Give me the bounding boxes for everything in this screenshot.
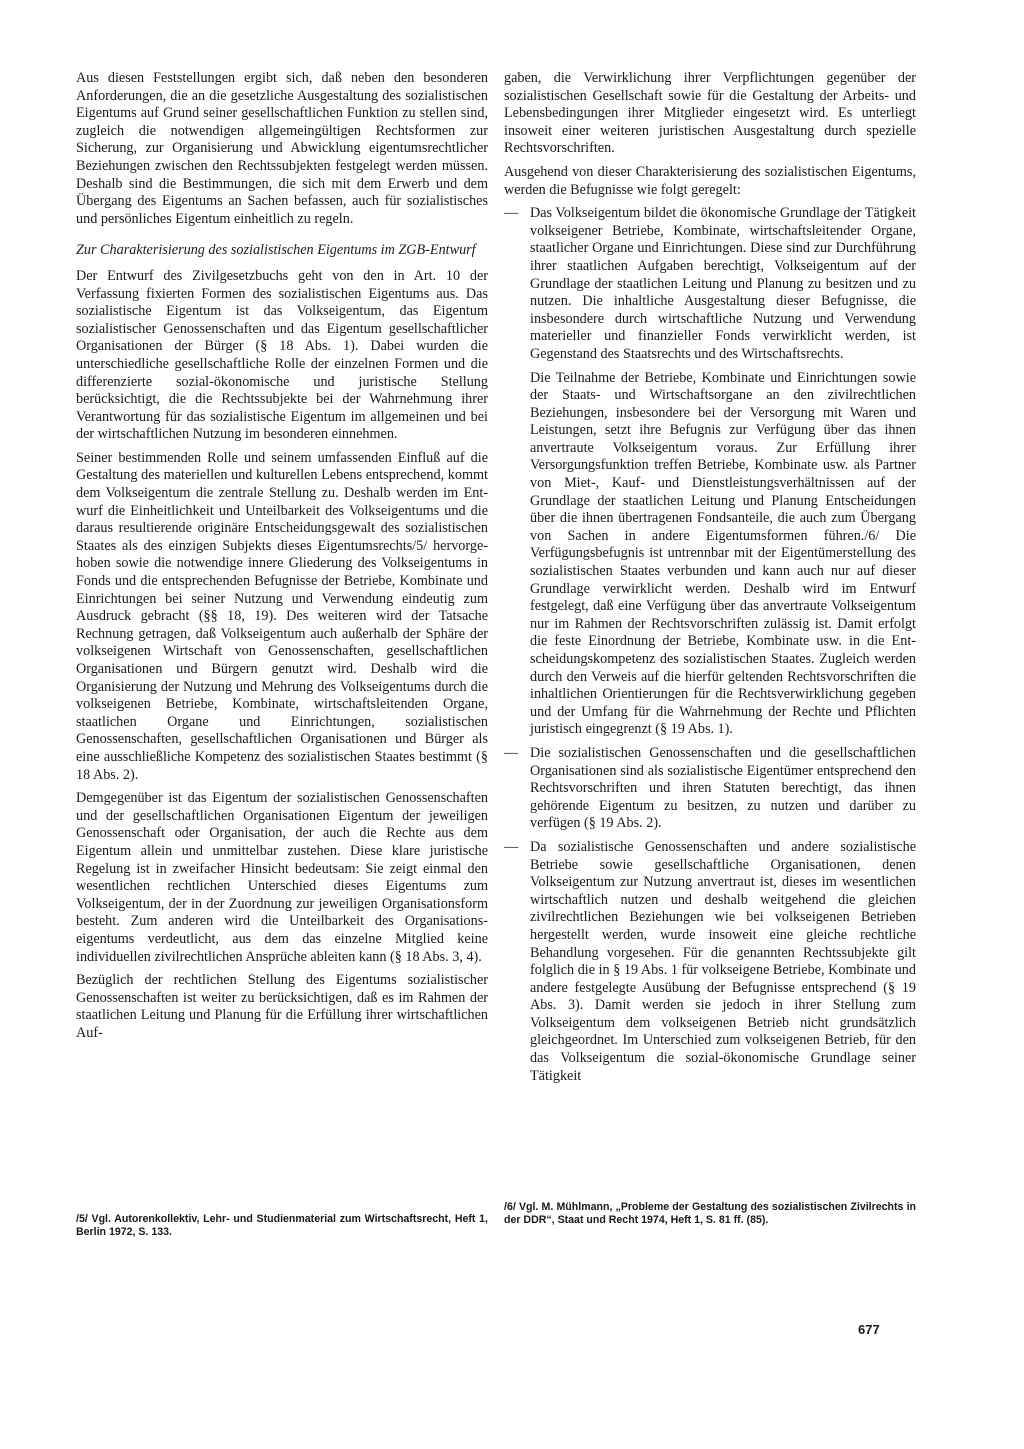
paragraph: gaben, die Verwirklichung ihrer Verpflichtungen gegenüber der sozialistischen Gesellschaft sowie für die Gestaltung der Arbeits- und Lebensbedingungen ihrer Mitglieder eingesetzt wird. Es unterliegt insoweit einer weiteren juristischen Ausgestaltung durch spezielle Rechtsvorschriften. — [504, 70, 916, 157]
paragraph: Der Entwurf des Zivilgesetzbuchs geht von den in Art. 10 der Verfassung fixierten Formen des sozialistischen Eigentums aus. Das sozialistische Eigentum ist das Volkseigentum, das Eigentum sozialistischer Genossenschaften und das Eigentum gesellschaftlicher Organisationen der Bürger (§ 18 Abs. 1). Dabei wurden die unterschiedliche gesellschaftliche Rolle der einzelnen Formen und die differenzierte sozial-ökonomische und juristische Stellung berücksichtigt, die die Rechtssubjekte bei der Wahrnehmung ihrer Verantwortung für das sozialistische Eigentum im allgemeinen und bei der wirtschaftlichen Nutzung im besonderen einnehmen. — [76, 267, 488, 443]
footnote-5: /5/ Vgl. Autorenkollektiv, Lehr- und Studienmaterial zum Wirtschaftsrecht, Heft 1, Berlin 1972, S. 133. — [76, 1213, 488, 1238]
paragraph: Seiner bestimmenden Rolle und seinem umfassenden Einfluß auf die Gestaltung des materiellen und kulturellen Lebens entsprechend, kommt dem Volkseigentum die zentrale Stellung zu. Deshalb werden im Entwurf die Einheitlichkeit und Unteilbarkeit des Volkseigentums und die daraus resultierende originäre Entscheidungsgewalt des sozialistischen Staates als des einzigen Subjekts dieses Eigentumsrechts/5/ hervorgehoben sowie die notwendige innere Gliederung des Volkseigentums in Fonds und die entsprechenden Befugnisse der Betriebe, Kombinate und Einrichtungen bei seiner Nutzung und Verwendung eindeutig zum Ausdruck gebracht (§§ 18, 19). Des weiteren wird der Tatsache Rechnung getragen, daß Volkseigentum auch außerhalb der Sphäre der volkseigenen Wirtschaft von Genossenschaften, gesellschaftlichen Organisationen und Bürgern genutzt wird. Deshalb wird die Organisierung der Nutzung und Mehrung des Volkseigentums durch die volkseigenen Betriebe, Kombinate, wirtschaftsleitenden Organe, staatlichen Organe und Einrichtungen, sozialistischen Genossenschaften, gesellschaftlichen Organisationen und Bürger als eine ausschließliche Kompetenz des sozialistischen Staates bestimmt (§ 18 Abs. 2). — [76, 449, 488, 783]
page-number: 677 — [858, 1322, 880, 1337]
paragraph: Aus diesen Feststellungen ergibt sich, daß neben den besonderen Anforderungen, die an die gesetzliche Ausgestaltung des sozialistischen Eigentums auf Grund seiner gesellschaftlichen Funktion zu stellen sind, zugleich die notwendigen allgemeingültigen Rechtsformen zur Sicherung, zur Organisierung und Abwicklung eigentumsrechtlicher Beziehungen zwischen den Rechtssubjekten festgelegt werden müssen. Deshalb sind die Bestimmungen, die sich mit dem Erwerb und dem Übergang des Eigentums an Sachen befassen, auch für sozialistisches und persönliches Eigentum einheitlich zu regeln. — [76, 70, 488, 227]
paragraph: Ausgehend von dieser Charakterisierung des sozialistischen Eigentums, werden die Befugnisse wie folgt geregelt: — [504, 163, 916, 198]
right-column — [504, 70, 916, 1091]
paragraph: — Die sozialistischen Genossenschaften und die gesellschaftlichen Organisationen sind als sozialistische Eigentümer entsprechend den Rechtsvorschriften und ihren Statuten berechtigt, das ihnen gehörende Eigentum zu besitzen, zu nutzen und darüber zu verfügen (§ 19 Abs. 2). — [530, 744, 916, 832]
footnote-6: /6/ Vgl. M. Mühlmann, „Probleme der Gestaltung des sozialistischen Zivilrechts in der DDR“, Staat und Recht 1974, Heft 1, S. 81 ff. (85). — [504, 1201, 916, 1226]
paragraph: Demgegenüber ist das Eigentum der sozialistischen Genossenschaften und der gesellschaftlichen Organisationen Eigentum der jeweiligen Genossenschaft oder Organisation, der auch die Rechte aus dem Eigentum allein und unmittelbar zustehen. Diese klare juristische Regelung ist in zweifacher Hinsicht bedeutsam: Sie zeigt einmal den wesentlichen rechtlichen Unterschied dieses Eigentums zum Volkseigentum, der in der Zuordnung zur jeweiligen Organisationsform besteht. Zum anderen wird die Unteilbarkeit des Organisationseigentums verdeutlicht, aus dem das einzelne Mitglied keine individuellen zivilrechtlichen Ansprüche ableiten kann (§ 18 Abs. 3, 4). — [76, 790, 488, 965]
paragraph: — Da sozialistische Genossenschaften und andere sozialistische Betriebe sowie gesellschaftliche Organisationen, denen Volkseigentum zur Nutzung anvertraut ist, dieses im wesentlichen wirtschaftlich nutzen und deshalb weitgehend die gleichen zivilrechtlichen Beziehungen wie bei volkseigenen Betrieben hergestellt werden, wurde insoweit eine gleiche rechtliche Behandlung vorgesehen. Für die genannten Rechtssubjekte gilt folglich die in § 19 Abs. 1 für volkseigene Betriebe, Kombinate und andere festgelegte Ausübung der Befugnisse entsprechend (§ 19 Abs. 3). Damit werden sie jedoch in ihrer Stellung zum Volkseigentum dem volkseigenen Betrieb nicht grundsätzlich gleichgeordnet. Im Unterschied zum volkseigenen Betrieb, für den das Volkseigentum die sozial-ökonomische Grundlage seiner Tätigkeit — [530, 838, 916, 1084]
left-column — [76, 70, 488, 1048]
paragraph: — Das Volkseigentum bildet die ökonomische Grundlage der Tätigkeit volkseigener Betriebe, Kombinate, wirtschaftsleitender Organe, staatlicher Organe und Einrichtungen. Diese sind zur Durchführung ihrer staatlichen Aufgaben berechtigt, Volkseigentum auf der Grundlage der staatlichen Leitung und Planung zu besitzen und zu nutzen. Die inhaltliche Ausgestaltung dieser Befugnisse, die insbesondere durch wirtschaftliche Nutzung und Verwendung materieller und finanzieller Fonds verwirklicht werden, ist Gegenstand des Staatsrechts und des Wirtschaftsrechts. — [530, 205, 916, 362]
dash-list-item — [504, 745, 916, 833]
paragraph: Die Teilnahme der Betriebe, Kombinate und Einrichtungen sowie der Staats- und Wirtschaftsorgane an den zivilrechtlichen Beziehungen, insbesondere bei der Versorgung mit Waren und Leistungen, setzt ihre Befugnis zur Verfügung über das ihnen anvertraute Volkseigentum voraus. Zur Erfüllung ihrer Versorgungsfunktion treffen Betriebe, Kombinate usw. als Partner von Miet-, Kauf- und Dienstleistungsverhältnissen auf der Grundlage der staatlichen Leitung und Planung Entscheidungen über die ihnen übertragenen Fondsanteile, die auch zum Übergang von Sachen in andere Eigentumsformen führen./6/ Die Verfügungsbefugnis ist untrennbar mit der Eigentümerstellung des sozialistischen Staates verbunden und kann auch nur auf dieser Grundlage verwirklicht werden. Deshalb wird im Entwurf festgelegt, daß eine Verfügung über das anvertraute Volkseigentum nur im Rahmen der Rechtsvorschriften zulässig ist. Damit erfolgt die feste Einordnung der Betriebe, Kombinate usw. in die Entscheidungskompetenz des sozialistischen Staates. Zugleich werden durch den Verweis auf die hierfür geltenden Rechtsvorschriften die inhaltlichen Orientierungen für die Rechtsverwirklichung gegeben und der Umfang für die Wahrnehmung der Rechte und Pflichten juristisch eingegrenzt (§ 19 Abs. 1). — [530, 369, 916, 738]
paragraph: Bezüglich der rechtlichen Stellung des Eigentums sozialistischer Genossenschaften ist weiter zu berücksichtigen, daß es im Rahmen der staatlichen Leitung und Planung für die Erfüllung ihrer wirtschaftlichen Auf- — [76, 972, 488, 1041]
section-heading: Zur Charakterisierung des sozialistischen Eigentums im ZGB-Entwurf — [76, 242, 476, 259]
dash-list-item — [504, 205, 916, 739]
dash-list-item — [504, 839, 916, 1085]
